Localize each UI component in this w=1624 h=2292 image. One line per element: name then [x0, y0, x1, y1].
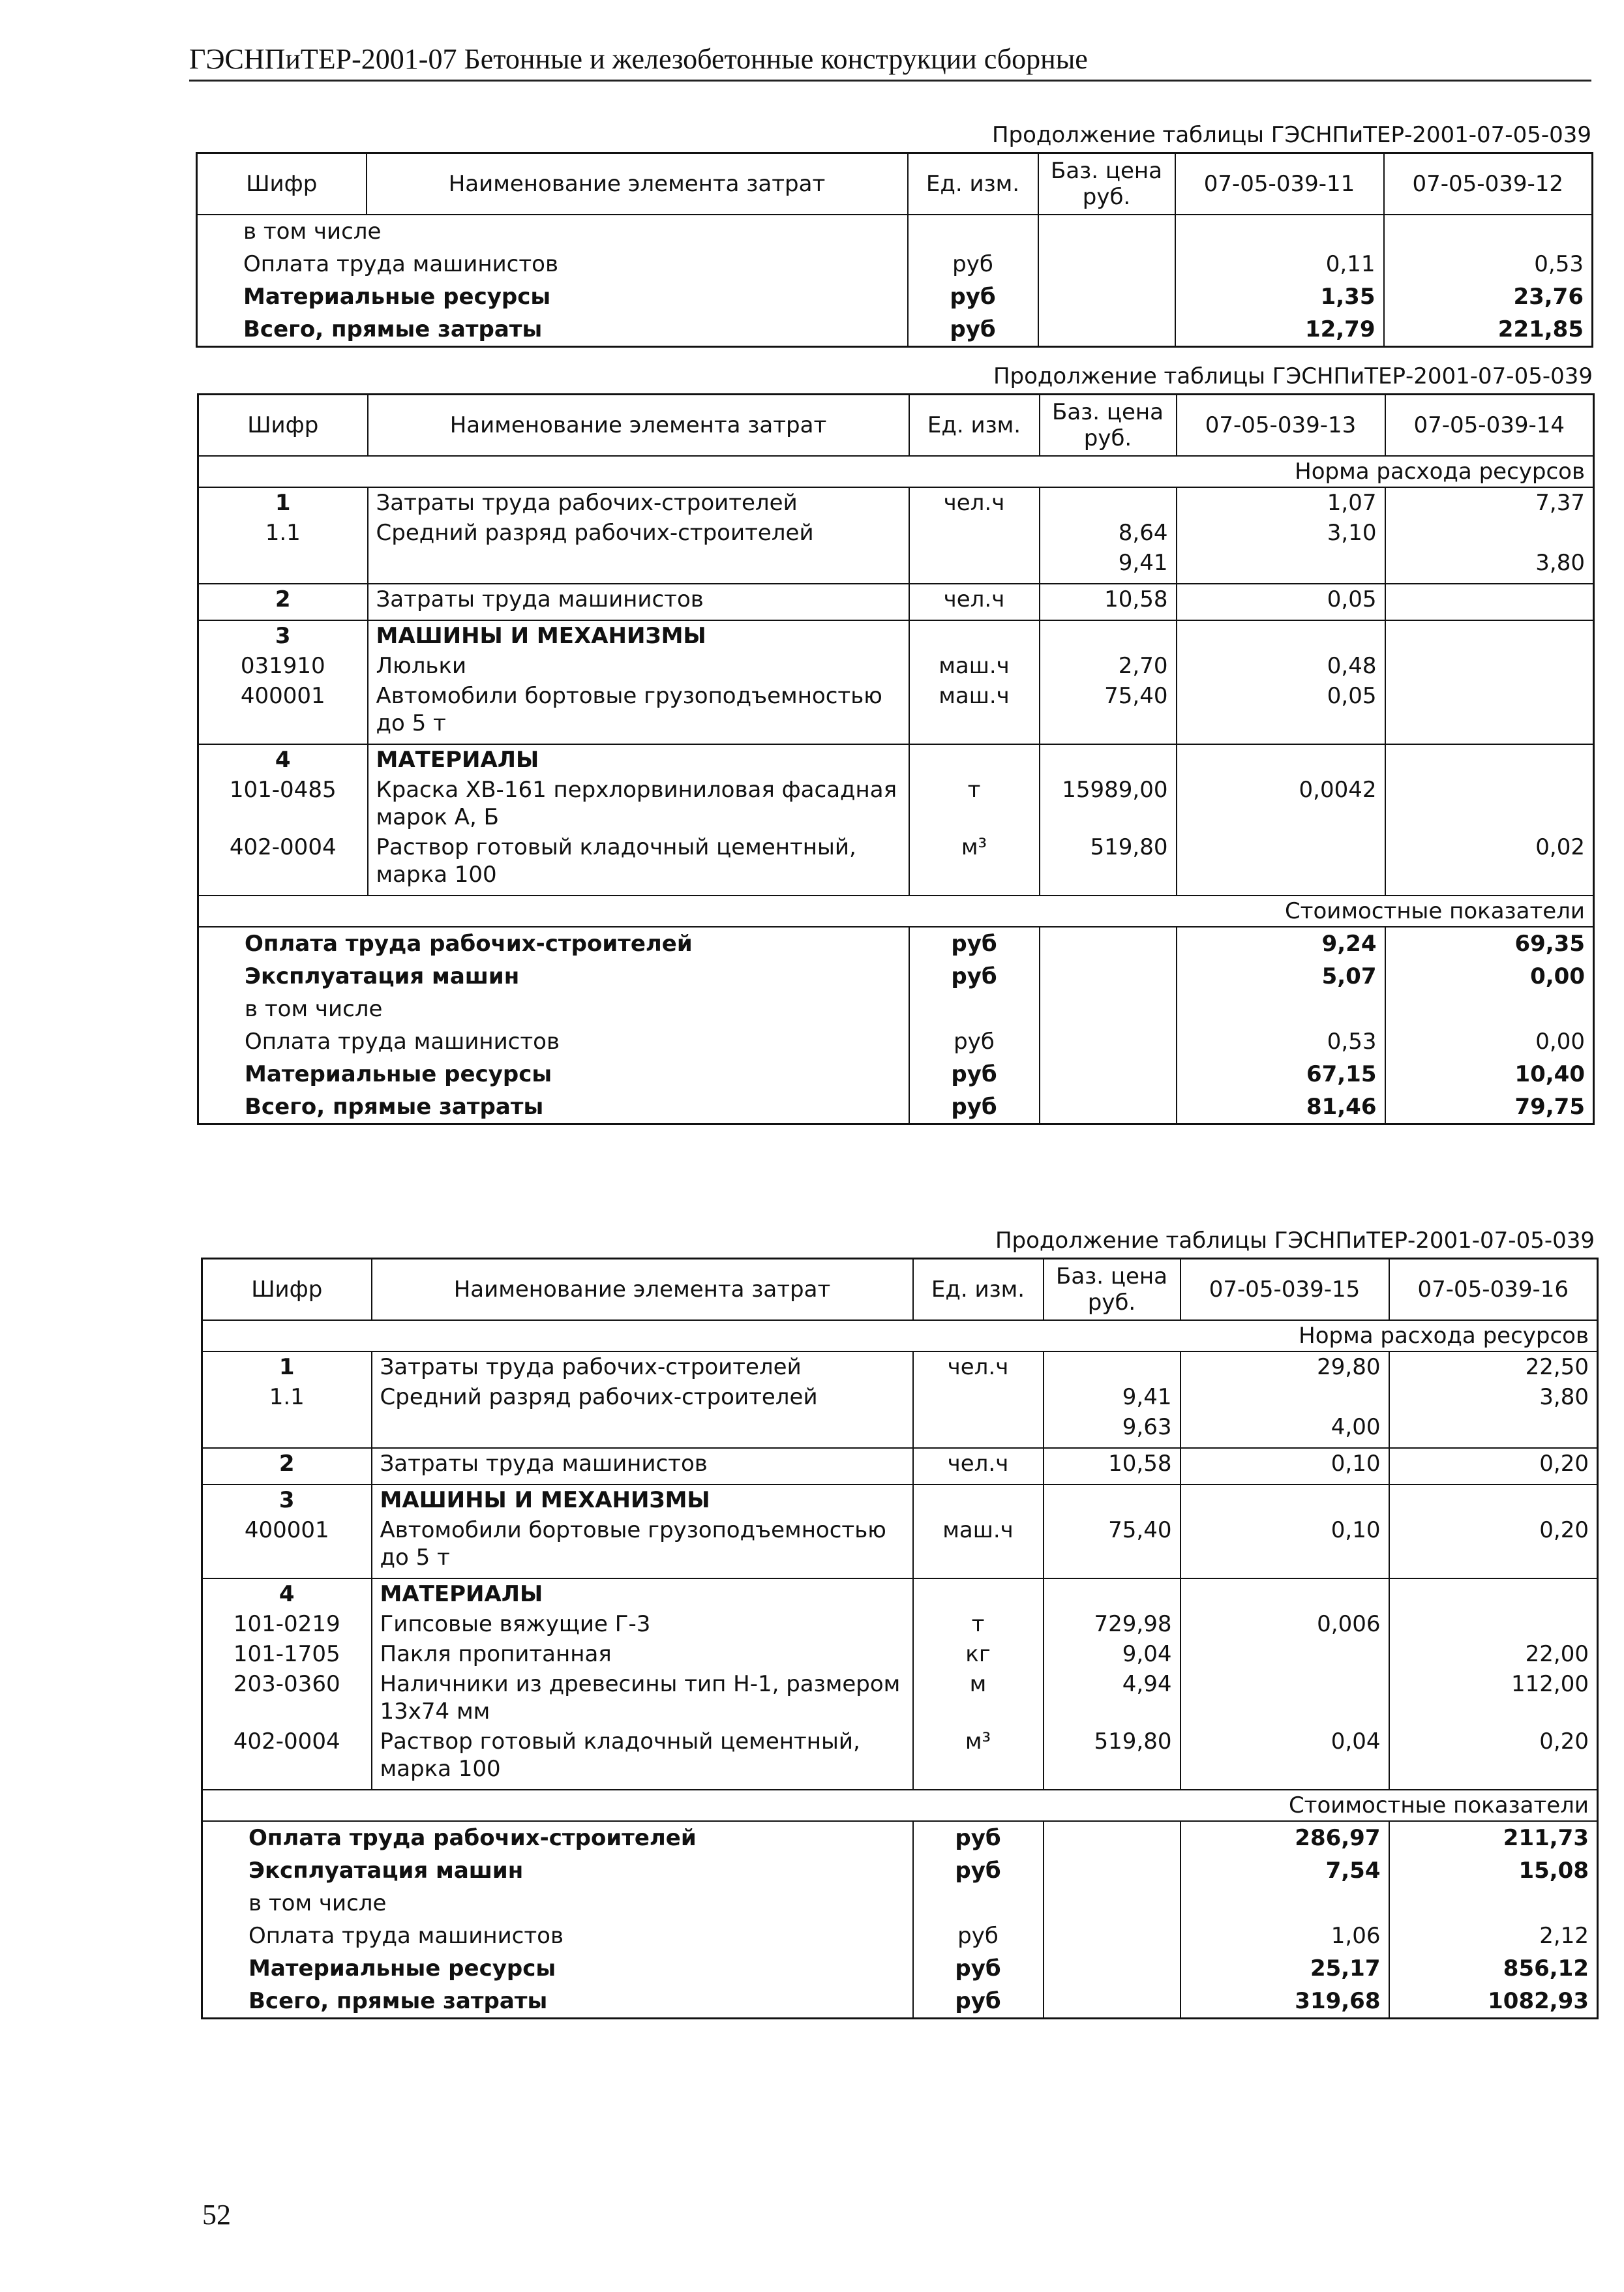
table-row — [198, 775, 1594, 832]
cost-name: Оплата труда машинистов — [245, 1029, 560, 1055]
row-value-1 — [1177, 744, 1385, 775]
cost-value-2: 15,08 — [1389, 1854, 1598, 1887]
col-header-code1: 07-05-039-11 — [1175, 153, 1384, 215]
cost-value-1: 0,53 — [1177, 1025, 1385, 1058]
row-price — [1044, 1351, 1180, 1382]
cost-value-2: 211,73 — [1389, 1821, 1598, 1854]
row-unit — [913, 1485, 1044, 1515]
row-name: Средний разряд рабочих-строителей — [372, 1382, 913, 1412]
row-value-2 — [1389, 1485, 1598, 1515]
row-value-2: 7,37 — [1385, 487, 1594, 518]
row-price — [1040, 744, 1177, 775]
table-row — [198, 620, 1594, 651]
cost-value-1: 319,68 — [1180, 1985, 1389, 2019]
row-price — [1044, 1485, 1180, 1515]
row-price: 9,63 — [1044, 1412, 1180, 1448]
table-row — [202, 1609, 1598, 1639]
row-unit — [913, 1578, 1044, 1609]
row-code: 4 — [198, 744, 368, 775]
norm-heading: Норма расхода ресурсов — [202, 1320, 1598, 1351]
row-value-1 — [1180, 1639, 1389, 1669]
cost-value-2 — [1389, 1887, 1598, 1920]
row-code: 203-0360 — [233, 1671, 340, 1697]
row-unit — [909, 620, 1040, 651]
row-code: 1.1 — [265, 520, 301, 546]
cost-value-1 — [1177, 993, 1385, 1025]
row-unit: чел.ч — [913, 1448, 1044, 1485]
row-value-2: 0,20 — [1389, 1448, 1598, 1485]
cost-name: Материальные ресурсы — [245, 1061, 552, 1087]
row-name: Наличники из древесины тип Н-1, размером 13х74 мм — [372, 1669, 913, 1727]
cost-price — [1040, 960, 1177, 993]
row-unit — [909, 548, 1040, 584]
row-value-2: 22,50 — [1389, 1351, 1598, 1382]
norm-heading: Норма расхода ресурсов — [198, 456, 1594, 487]
row-value-1: 0,05 — [1177, 681, 1385, 744]
row-unit: маш.ч — [909, 651, 1040, 681]
col-header-price: Баз. цена руб. — [1044, 1259, 1180, 1321]
table-caption: Продолжение таблицы ГЭСНПиТЕР-2001-07-05-039 — [993, 363, 1593, 389]
row-name: МАТЕРИАЛЫ — [372, 1578, 913, 1609]
row-price: 75,40 — [1044, 1515, 1180, 1578]
row-unit: маш.ч — [913, 1515, 1044, 1578]
cost-row — [197, 215, 1593, 248]
cost-name: Всего, прямые затраты — [245, 1094, 544, 1120]
cost-unit — [913, 1887, 1044, 1920]
cost-value-2 — [1385, 993, 1594, 1025]
cost-value-1: 7,54 — [1180, 1854, 1389, 1887]
cost-name: Материальные ресурсы — [243, 284, 551, 310]
cost-row — [202, 1821, 1598, 1854]
cost-value-1: 5,07 — [1177, 960, 1385, 993]
row-value-2: 22,00 — [1389, 1639, 1598, 1669]
cost-row — [198, 1025, 1594, 1058]
cost-value-1: 12,79 — [1175, 313, 1384, 347]
cost-unit: руб — [913, 1920, 1044, 1952]
cost-name: Всего, прямые затраты — [243, 316, 543, 342]
row-price: 15989,00 — [1040, 775, 1177, 832]
row-name — [368, 548, 909, 584]
table-row — [202, 1351, 1598, 1382]
cost-price — [1038, 280, 1175, 313]
col-header-unit: Ед. изм. — [913, 1259, 1044, 1321]
row-value-2: 3,80 — [1385, 548, 1594, 584]
cost-row — [202, 1952, 1598, 1985]
row-name: Краска ХВ-161 перхлорвиниловая фасадная марок А, Б — [368, 775, 909, 832]
cost-value-1: 1,06 — [1180, 1920, 1389, 1952]
cost-row — [202, 1887, 1598, 1920]
row-value-2 — [1385, 584, 1594, 620]
row-value-1: 0,05 — [1177, 584, 1385, 620]
cost-value-2: 1082,93 — [1389, 1985, 1598, 2019]
row-unit: т — [913, 1609, 1044, 1639]
header-row — [198, 395, 1594, 457]
col-header-unit: Ед. изм. — [909, 395, 1040, 457]
cost-unit: руб — [909, 1091, 1040, 1124]
cost-unit — [908, 215, 1038, 248]
row-unit: чел.ч — [909, 584, 1040, 620]
row-code: 402-0004 — [229, 834, 337, 860]
table-row — [202, 1639, 1598, 1669]
col-header-name: Наименование элемента затрат — [372, 1259, 913, 1321]
row-price: 2,70 — [1040, 651, 1177, 681]
cost-heading-row — [198, 896, 1594, 927]
row-value-1: 0,04 — [1180, 1727, 1389, 1790]
cost-price — [1040, 927, 1177, 960]
row-name: МАШИНЫ И МЕХАНИЗМЫ — [368, 620, 909, 651]
cost-value-2: 0,00 — [1385, 1025, 1594, 1058]
cost-heading-row — [202, 1790, 1598, 1821]
col-header-name: Наименование элемента затрат — [368, 395, 909, 457]
row-value-2: 3,80 — [1389, 1382, 1598, 1412]
row-value-2: 0,02 — [1385, 832, 1594, 896]
cost-row — [202, 1854, 1598, 1887]
cost-price — [1040, 1025, 1177, 1058]
cost-price — [1038, 313, 1175, 347]
cost-value-1 — [1175, 215, 1384, 248]
row-value-1: 29,80 — [1180, 1351, 1389, 1382]
row-code: 101-1705 — [233, 1641, 340, 1667]
cost-value-2: 0,00 — [1385, 960, 1594, 993]
cost-row — [197, 248, 1593, 280]
row-value-2 — [1385, 518, 1594, 548]
row-unit: м³ — [913, 1727, 1044, 1790]
cost-row — [197, 280, 1593, 313]
cost-row — [198, 927, 1594, 960]
cost-price — [1044, 1985, 1180, 2019]
table-row — [202, 1485, 1598, 1515]
row-price — [1040, 620, 1177, 651]
row-code: 2 — [198, 584, 368, 620]
cost-value-1: 1,35 — [1175, 280, 1384, 313]
table-row — [202, 1448, 1598, 1485]
row-price: 729,98 — [1044, 1609, 1180, 1639]
row-value-2 — [1385, 744, 1594, 775]
cost-value-2 — [1384, 215, 1593, 248]
row-unit: чел.ч — [913, 1351, 1044, 1382]
col-header-price: Баз. цена руб. — [1040, 395, 1177, 457]
cost-price — [1040, 1058, 1177, 1091]
row-name — [372, 1412, 913, 1448]
row-price: 4,94 — [1044, 1669, 1180, 1727]
row-code: 1 — [202, 1351, 372, 1382]
row-code: 3 — [198, 620, 368, 651]
row-price — [1040, 487, 1177, 518]
cost-unit: руб — [913, 1985, 1044, 2019]
cost-price — [1040, 993, 1177, 1025]
row-value-1 — [1180, 1669, 1389, 1727]
cost-unit: руб — [909, 927, 1040, 960]
cost-table — [201, 1258, 1599, 2019]
col-header-price: Баз. цена руб. — [1038, 153, 1175, 215]
cost-row — [198, 960, 1594, 993]
row-value-1: 1,07 — [1177, 487, 1385, 518]
table-row — [202, 1382, 1598, 1412]
row-name: МАТЕРИАЛЫ — [368, 744, 909, 775]
table-row — [198, 518, 1594, 548]
col-header-code2: 07-05-039-14 — [1385, 395, 1594, 457]
row-name: Затраты труда рабочих-строителей — [368, 487, 909, 518]
row-unit — [909, 744, 1040, 775]
cost-value-2: 23,76 — [1384, 280, 1593, 313]
cost-value-2: 0,53 — [1384, 248, 1593, 280]
row-name: Автомобили бортовые грузоподъемностью до 5 т — [368, 681, 909, 744]
row-value-1 — [1180, 1485, 1389, 1515]
norm-heading-row — [198, 456, 1594, 487]
row-code: 3 — [202, 1485, 372, 1515]
row-price: 519,80 — [1044, 1727, 1180, 1790]
row-price: 75,40 — [1040, 681, 1177, 744]
cost-name: Эксплуатация машин — [245, 963, 520, 989]
cost-unit: руб — [908, 248, 1038, 280]
cost-value-2: 2,12 — [1389, 1920, 1598, 1952]
col-header-code: Шифр — [202, 1259, 372, 1321]
cost-value-2: 221,85 — [1384, 313, 1593, 347]
row-value-1: 0,006 — [1180, 1609, 1389, 1639]
cost-unit — [909, 993, 1040, 1025]
cost-price — [1040, 1091, 1177, 1124]
row-name: Люльки — [368, 651, 909, 681]
row-value-1: 3,10 — [1177, 518, 1385, 548]
col-header-code2: 07-05-039-12 — [1384, 153, 1593, 215]
cost-unit: руб — [908, 280, 1038, 313]
table-row — [198, 548, 1594, 584]
col-header-code: Шифр — [198, 395, 368, 457]
cost-row — [202, 1920, 1598, 1952]
row-unit — [913, 1412, 1044, 1448]
row-unit: чел.ч — [909, 487, 1040, 518]
cost-name: Эксплуатация машин — [248, 1858, 524, 1884]
table-row — [198, 832, 1594, 896]
row-value-1: 0,10 — [1180, 1448, 1389, 1485]
row-name: МАШИНЫ И МЕХАНИЗМЫ — [372, 1485, 913, 1515]
row-price: 10,58 — [1040, 584, 1177, 620]
cost-row — [198, 1091, 1594, 1124]
row-price: 10,58 — [1044, 1448, 1180, 1485]
row-code: 2 — [202, 1448, 372, 1485]
row-value-2: 112,00 — [1389, 1669, 1598, 1727]
col-header-unit: Ед. изм. — [908, 153, 1038, 215]
table-row — [202, 1727, 1598, 1790]
cost-unit: руб — [909, 1025, 1040, 1058]
cost-name: Материальные ресурсы — [248, 1955, 556, 1982]
table-caption: Продолжение таблицы ГЭСНПиТЕР-2001-07-05-039 — [991, 122, 1591, 148]
row-code: 101-0219 — [233, 1611, 340, 1637]
row-value-2 — [1385, 775, 1594, 832]
cost-value-1: 0,11 — [1175, 248, 1384, 280]
cost-price — [1044, 1854, 1180, 1887]
row-unit — [913, 1382, 1044, 1412]
row-value-2 — [1389, 1609, 1598, 1639]
cost-value-2: 856,12 — [1389, 1952, 1598, 1985]
cost-value-1: 9,24 — [1177, 927, 1385, 960]
table-row — [202, 1515, 1598, 1578]
cost-price — [1044, 1920, 1180, 1952]
row-name: Автомобили бортовые грузоподъемностью до 5 т — [372, 1515, 913, 1578]
row-price: 9,41 — [1044, 1382, 1180, 1412]
row-code — [198, 548, 368, 584]
row-value-2: 0,20 — [1389, 1515, 1598, 1578]
row-code: 402-0004 — [233, 1728, 340, 1755]
row-unit: маш.ч — [909, 681, 1040, 744]
cost-name: Всего, прямые затраты — [248, 1988, 548, 2014]
cost-price — [1038, 248, 1175, 280]
cost-table — [196, 152, 1593, 348]
table-row — [202, 1669, 1598, 1727]
row-value-1 — [1177, 620, 1385, 651]
header-row — [202, 1259, 1598, 1321]
row-name: Затраты труда машинистов — [368, 584, 909, 620]
row-name: Пакля пропитанная — [372, 1639, 913, 1669]
row-name: Раствор готовый кладочный цементный, марка 100 — [372, 1727, 913, 1790]
row-unit: кг — [913, 1639, 1044, 1669]
cost-heading: Стоимостные показатели — [198, 896, 1594, 927]
row-price: 519,80 — [1040, 832, 1177, 896]
row-code: 1 — [198, 487, 368, 518]
cost-name: Оплата труда машинистов — [243, 251, 559, 277]
row-unit: м³ — [909, 832, 1040, 896]
row-value-1 — [1177, 548, 1385, 584]
row-value-2 — [1385, 620, 1594, 651]
cost-row — [197, 313, 1593, 347]
row-value-1: 0,0042 — [1177, 775, 1385, 832]
page-header: ГЭСНПиТЕР-2001-07 Бетонные и железобетонные конструкции сборные — [189, 40, 1591, 82]
cost-heading: Стоимостные показатели — [202, 1790, 1598, 1821]
cost-value-1: 67,15 — [1177, 1058, 1385, 1091]
cost-price — [1038, 215, 1175, 248]
col-header-code2: 07-05-039-16 — [1389, 1259, 1598, 1321]
row-code — [202, 1412, 372, 1448]
cost-name: в том числе — [248, 1890, 387, 1916]
row-value-1: 0,10 — [1180, 1515, 1389, 1578]
row-value-2 — [1389, 1412, 1598, 1448]
cost-price — [1044, 1952, 1180, 1985]
row-unit — [909, 518, 1040, 548]
table-row — [198, 584, 1594, 620]
table-caption: Продолжение таблицы ГЭСНПиТЕР-2001-07-05-039 — [995, 1228, 1595, 1254]
row-value-2 — [1389, 1578, 1598, 1609]
cost-name: Оплата труда рабочих-строителей — [202, 1821, 913, 1854]
row-code: 4 — [202, 1578, 372, 1609]
row-code: 031910 — [240, 653, 325, 679]
row-price: 9,04 — [1044, 1639, 1180, 1669]
row-value-1 — [1180, 1578, 1389, 1609]
row-name: Затраты труда рабочих-строителей — [372, 1351, 913, 1382]
row-value-2: 0,20 — [1389, 1727, 1598, 1790]
cost-name: в том числе — [197, 215, 908, 248]
cost-unit: руб — [913, 1952, 1044, 1985]
cost-unit: руб — [908, 313, 1038, 347]
cost-name: в том числе — [245, 996, 383, 1022]
col-header-code: Шифр — [197, 153, 367, 215]
cost-row — [202, 1985, 1598, 2019]
row-name: Гипсовые вяжущие Г-3 — [372, 1609, 913, 1639]
row-name: Раствор готовый кладочный цементный, марка 100 — [368, 832, 909, 896]
cost-name: Оплата труда машинистов — [248, 1923, 564, 1949]
cost-value-1: 81,46 — [1177, 1091, 1385, 1124]
col-header-code1: 07-05-039-13 — [1177, 395, 1385, 457]
table-row — [202, 1578, 1598, 1609]
col-header-code1: 07-05-039-15 — [1180, 1259, 1389, 1321]
row-value-1 — [1180, 1382, 1389, 1412]
cost-value-1: 286,97 — [1180, 1821, 1389, 1854]
row-value-1: 4,00 — [1180, 1412, 1389, 1448]
row-code: 400001 — [244, 1517, 329, 1543]
cost-price — [1044, 1821, 1180, 1854]
cost-table — [197, 393, 1595, 1125]
cost-row — [198, 993, 1594, 1025]
page-number: 52 — [202, 2199, 231, 2231]
row-price: 9,41 — [1040, 548, 1177, 584]
row-code: 101-0485 — [229, 777, 337, 803]
cost-value-2: 79,75 — [1385, 1091, 1594, 1124]
cost-row — [198, 1058, 1594, 1091]
cost-name: Оплата труда рабочих-строителей — [198, 927, 909, 960]
cost-value-1 — [1180, 1887, 1389, 1920]
cost-value-2: 69,35 — [1385, 927, 1594, 960]
norm-heading-row — [202, 1320, 1598, 1351]
row-code: 1.1 — [269, 1384, 305, 1410]
col-header-name: Наименование элемента затрат — [367, 153, 908, 215]
table-row — [202, 1412, 1598, 1448]
row-value-1 — [1177, 832, 1385, 896]
row-value-2 — [1385, 651, 1594, 681]
row-price — [1044, 1578, 1180, 1609]
table-row — [198, 487, 1594, 518]
cost-price — [1044, 1887, 1180, 1920]
cost-unit: руб — [909, 960, 1040, 993]
row-unit: т — [909, 775, 1040, 832]
cost-value-1: 25,17 — [1180, 1952, 1389, 1985]
table-row — [198, 681, 1594, 744]
row-unit: м — [913, 1669, 1044, 1727]
cost-value-2: 10,40 — [1385, 1058, 1594, 1091]
row-name: Средний разряд рабочих-строителей — [368, 518, 909, 548]
row-price: 8,64 — [1040, 518, 1177, 548]
row-name: Затраты труда машинистов — [372, 1448, 913, 1485]
row-value-1: 0,48 — [1177, 651, 1385, 681]
cost-unit: руб — [913, 1854, 1044, 1887]
table-row — [198, 744, 1594, 775]
row-value-2 — [1385, 681, 1594, 744]
cost-unit: руб — [913, 1821, 1044, 1854]
row-code: 400001 — [240, 683, 325, 709]
cost-unit: руб — [909, 1058, 1040, 1091]
table-row — [198, 651, 1594, 681]
header-row — [197, 153, 1593, 215]
